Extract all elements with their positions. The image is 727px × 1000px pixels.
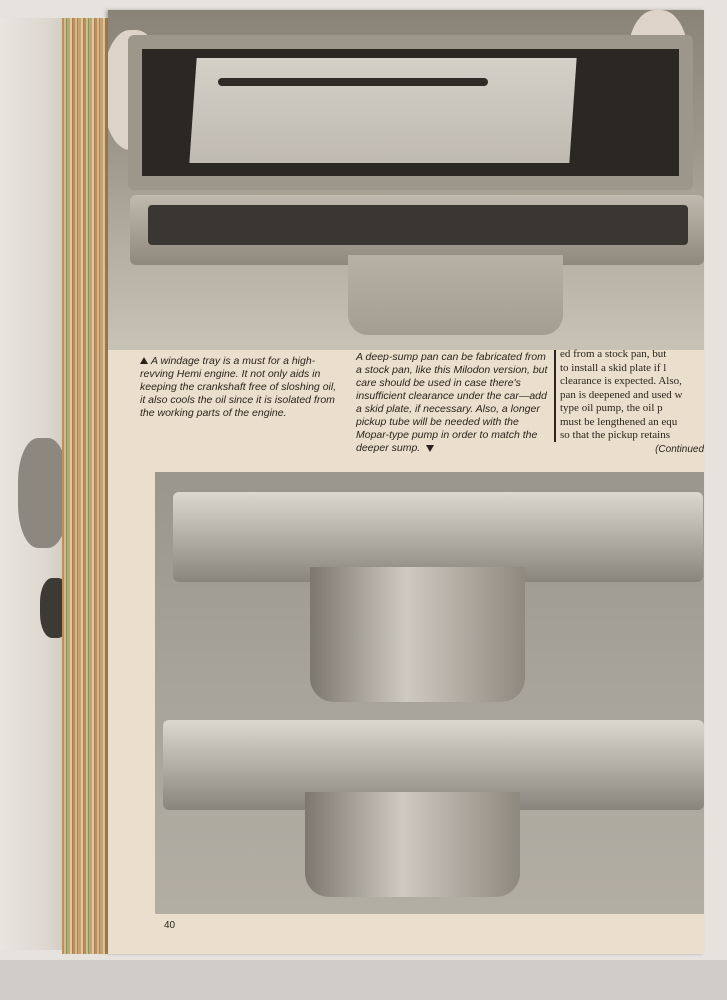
windage-tray-slot [218,78,488,86]
article-body-text [560,348,704,456]
oil-pan-interior [148,205,688,245]
deep-sump-pan-sump [310,567,525,702]
scan-bottom-edge [0,960,727,1000]
magazine-page [108,10,704,954]
stock-pan-sump [305,792,520,897]
adjacent-page-image [18,438,68,548]
continued-label: (Continued [655,443,704,455]
body-line: to install a skid plate if l [560,361,667,374]
windage-tray-photo [108,10,704,350]
column-rule [554,350,556,442]
body-line: clearance is expected. Also, [560,375,682,387]
oil-pan-sump [348,255,563,335]
triangle-up-icon [140,357,148,364]
caption-deep-sump: A deep-sump pan can be fabricated from a stock pan, like this Milodon version, but care should be used in case there's insufficient clearance under the car—add a skid plate, if necessary. Also, a longer pickup tube will be needed with the Mopar-type pump in order to match the deeper sump. [356,351,548,454]
body-line: must be lengthened an equ [560,415,678,428]
page-number: 40 [164,920,176,931]
body-line: pan is deepened and used w [560,388,683,401]
triangle-down-icon [426,445,434,452]
body-line: type oil pump, the oil p [560,402,663,414]
body-line: ed from a stock pan, but [560,348,667,360]
body-line: so that the pickup retains [560,429,670,441]
caption-windage-tray: A windage tray is a must for a high-revving Hemi engine. It not only aids in keeping the crankshaft free of sloshing oil, it also cools the oil since it is isolated from the working parts of the engine. [140,355,337,419]
deep-sump-pans-photo [155,472,704,914]
windage-tray-plate [189,58,576,163]
